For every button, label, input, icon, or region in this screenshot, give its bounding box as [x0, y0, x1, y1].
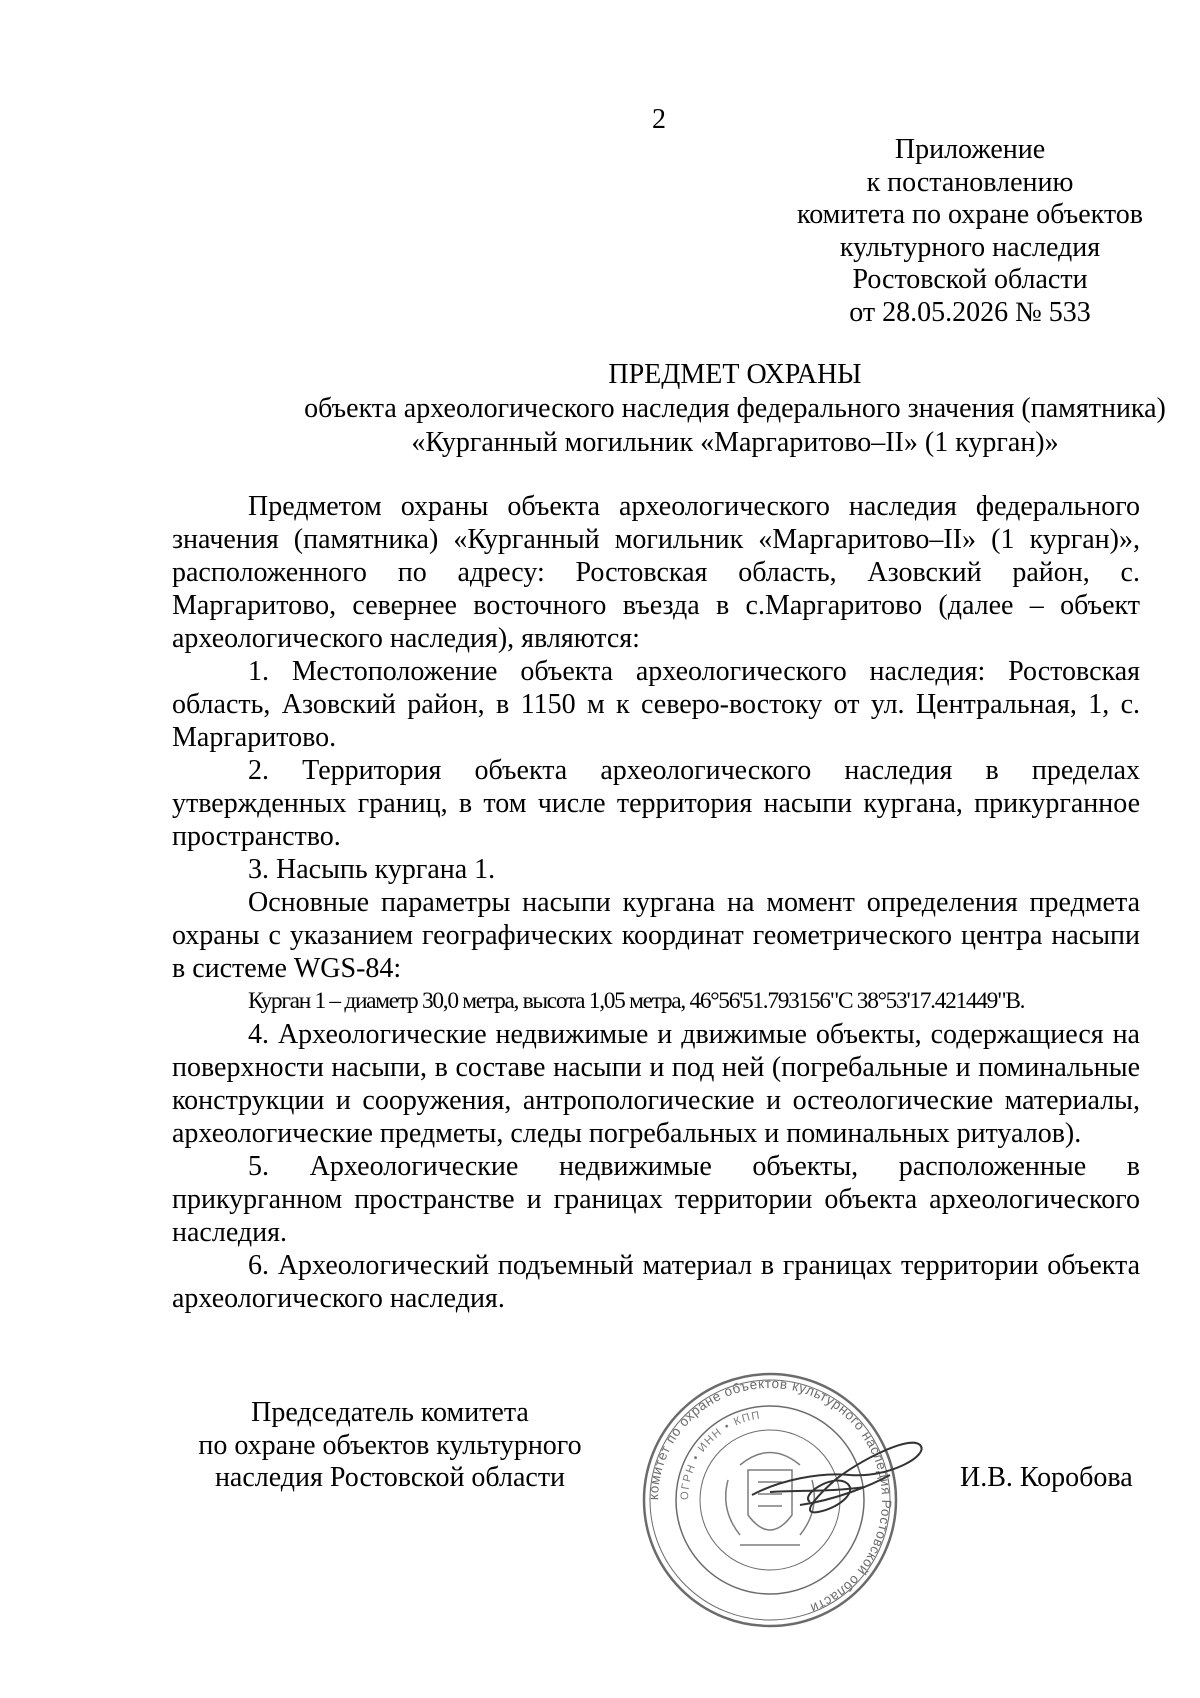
appendix-header: [750, 134, 1190, 329]
title-object-name: «Курганный могильник «Маргаритово–II» (1 курган)»: [411, 427, 1059, 458]
item-archaeological-objects: 4. Археологические недвижимые и движимые объекты, содержащиеся на поверхности насыпи, в составе насыпи и под ней (погребальные и поминальные конструкции и сооружения, антропологические и остеологические материалы, археологические предметы, следы погребальных и поминальных ритуалов).: [172, 1019, 1140, 1149]
seal-outer-text: комитет по охране объектов культурного наследия Ростовской области: [645, 1375, 895, 1617]
mound-parameters-intro: Основные параметры насыпи кургана на момент определения предмета охраны с указанием географических координат геометрического центра насыпи в системе WGS-84:: [172, 887, 1140, 984]
position-line: наследия Ростовской области: [214, 1462, 566, 1493]
appendix-line: комитета по охране объектов: [797, 199, 1143, 230]
item-location: 1. Местоположение объекта археологического наследия: Ростовская область, Азовский район, в 1150 м к северо-востоку от ул. Центральная, 1, с. Маргаритово.: [172, 656, 1140, 753]
handwritten-signature: [740, 1420, 940, 1540]
position-line: по охране объектов культурного: [198, 1429, 582, 1461]
title-subtitle: объекта археологического наследия федерального значения (памятника): [304, 393, 1166, 424]
item-mound: 3. Насыпь кургана 1.: [248, 854, 496, 885]
appendix-date-number: от 28.05.2026 № 533: [849, 296, 1091, 328]
appendix-line: Ростовской области: [852, 264, 1088, 295]
appendix-line: к постановлению: [866, 166, 1074, 198]
mound-coordinates: Курган 1 – диаметр 30,0 метра, высота 1,05 метра, 46°56'51.793156"С 38°53'17.421449"В.: [248, 988, 1025, 1014]
signer-name: И.В. Коробова: [960, 1462, 1133, 1493]
signatory-position: [180, 1397, 600, 1495]
position-line: Председатель комитета: [251, 1397, 529, 1428]
document-title: [160, 358, 1200, 460]
appendix-line: Приложение: [894, 134, 1046, 165]
intro-paragraph: Предметом охраны объекта археологического наследия федерального значения (памятника) «Курганный могильник «Маргаритово–II» (1 курган)», расположенного по адресу: Ростовская область, Азовский район, с. Маргаритово, севернее восточного въезда в с.Маргаритово (далее – объект археологического наследия), являются:: [172, 491, 1140, 654]
appendix-line: культурного наследия: [839, 231, 1101, 263]
title-heading: ПРЕДМЕТ ОХРАНЫ: [608, 359, 862, 390]
item-immovable-objects: 5. Археологические недвижимые объекты, расположенные в прикурганном пространстве и границах территории объекта археологического наследия.: [172, 1151, 1140, 1248]
item-surface-material: 6. Археологический подъемный материал в границах территории объекта археологического наследия.: [172, 1250, 1140, 1314]
page-number: 2: [652, 104, 666, 135]
item-territory: 2. Территория объекта археологического наследия в пределах утвержденных границ, в том числе территория насыпи кургана, прикурганное пространство.: [172, 755, 1140, 852]
seal-inner-text: ОГРН • ИНН • КПП: [678, 1409, 762, 1501]
document-body: [172, 490, 1140, 1315]
